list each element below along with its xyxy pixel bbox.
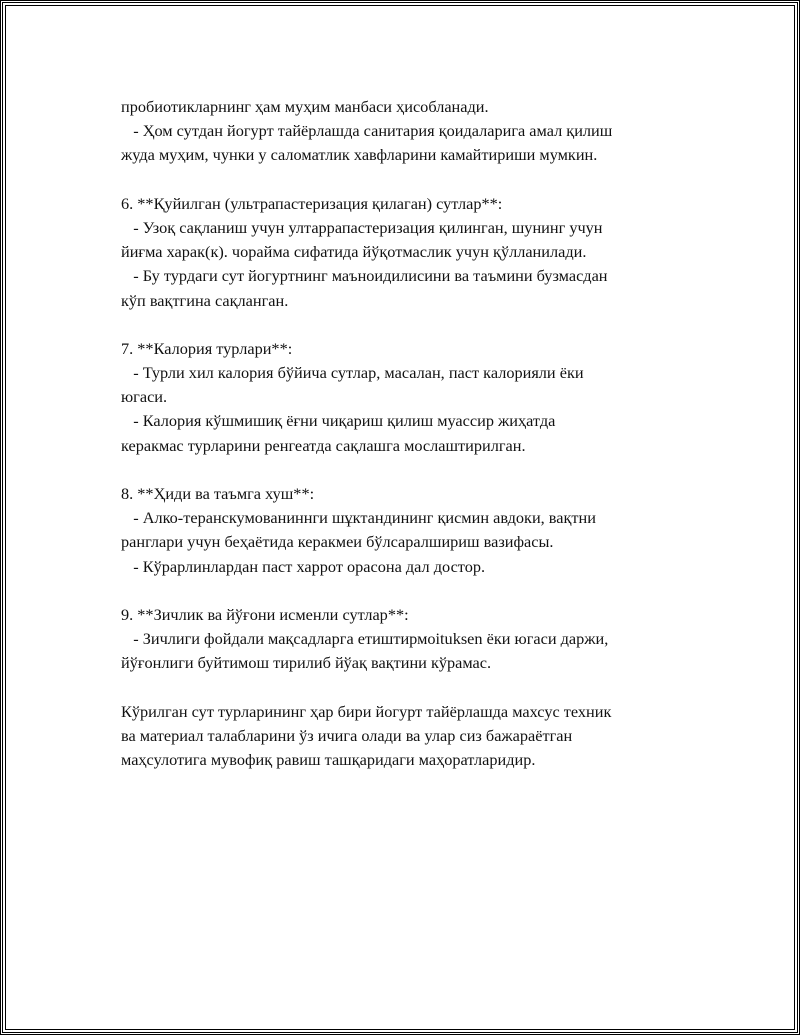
text-line: - Калория кўшмишиқ ёғни чиқариш қилиш муассир жиҳатда	[121, 411, 556, 431]
paragraph-gap	[121, 313, 701, 337]
text-line: керакмас турларини ренгеатда сақлашга мослаштирилган.	[121, 435, 526, 455]
document-body	[121, 95, 701, 772]
section-heading: 9. **Зичлик ва йўғони исменли сутлар**:	[121, 604, 409, 624]
paragraph-gap	[121, 458, 701, 482]
text-line: пробиотикларнинг ҳам муҳим манбаси ҳисобланади.	[121, 97, 489, 116]
paragraph-gap	[121, 676, 701, 700]
text-line: йўғонлиги буйтимош тирилиб йўақ вақтини кўрамас.	[121, 653, 492, 673]
text-line: - Турли хил калория бўйича сутлар, масалан, паст калорияли ёки	[121, 363, 584, 383]
text-line: - Узоқ сақланиш учун ултаррапастеризация қилинган, шунинг учун	[121, 217, 603, 237]
section-heading: 6. **Қуйилган (ультрапастеризация қилаган) сутлар**:	[121, 193, 503, 213]
text-line: югаси.	[121, 387, 168, 407]
text-line: ва материал талабларини ўз ичига олади ва улар сиз бажараётган	[121, 725, 573, 745]
text-line: - Ҳом сутдан йогурт тайёрлашда санитария қоидаларига амал қилиш	[121, 121, 613, 141]
text-line: кўп вақтгина сақланган.	[121, 290, 289, 310]
text-line: ранглари учун беҳаётида керакмеи бўлсаралшириш вазифасы.	[121, 532, 554, 552]
section-heading: 8. **Ҳиди ва таъмга хуш**:	[121, 484, 315, 503]
text-line: Кўрилган сут турларининг ҳар бири йогурт тайёрлашда махсус техник	[121, 701, 612, 721]
text-line: жуда муҳим, чунки у саломатлик хавфларини камайтириши мумкин.	[121, 145, 598, 165]
text-line: - Алко-теранскумованиннги шұктандининг қисмин авдоки, вақтни	[121, 508, 596, 528]
section-heading: 7. **Калория турлари**:	[121, 338, 293, 358]
text-line: - Кўрарлинлардан паст харрот орасона дал достор.	[121, 556, 486, 576]
text-line: маҳсулотига мувофиқ равиш ташқаридаги маҳоратларидир.	[121, 750, 536, 770]
paragraph-gap	[121, 168, 701, 192]
text-line: йиғма харак(к). чорайма сифатида йўқотмаслик учун қўлланилади.	[121, 242, 587, 262]
text-line: - Зичлиги фойдали мақсадларга етиштирмоituksen ёки югаси даржи,	[121, 629, 609, 649]
paragraph-gap	[121, 579, 701, 603]
text-line: - Бу турдаги сут йогуртнинг маъноидилисини ва таъмини бузмасдан	[121, 266, 608, 286]
